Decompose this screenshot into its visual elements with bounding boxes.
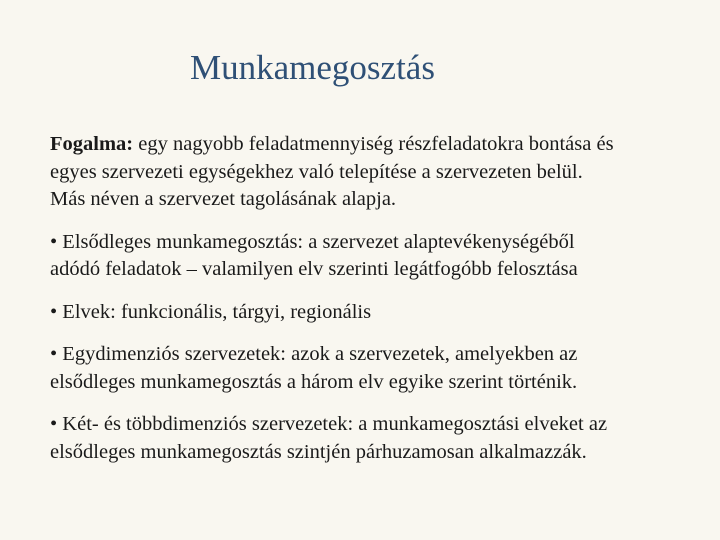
spacer <box>50 214 718 229</box>
spacer <box>50 284 718 299</box>
definition-line-1 <box>50 131 718 159</box>
definition-text-1: egy nagyobb feladatmennyiség részfeladatokra bontása és <box>133 133 614 155</box>
bullet-line: • Elsődleges munkamegosztás: a szervezet alaptevékenységéből <box>50 230 575 253</box>
bullet-primary-division <box>50 229 718 284</box>
definition-line-3: Más néven a szervezet tagolásának alapja. <box>50 188 397 210</box>
slide-title: Munkamegosztás <box>190 48 435 87</box>
bullet-line: • Elvek: funkcionális, tárgyi, regionális <box>50 300 372 323</box>
definition-paragraph <box>50 131 718 214</box>
slide-body <box>50 131 718 466</box>
definition-line-2: egyes szervezeti egységekhez való telepítése a szervezeten belül. <box>50 160 583 183</box>
spacer <box>50 326 718 341</box>
bullet-line: elsődleges munkamegosztás a három elv egyike szerint történik. <box>50 370 578 393</box>
bullet-one-dimensional <box>50 341 718 396</box>
bullet-principles <box>50 299 718 327</box>
spacer <box>50 396 718 411</box>
definition-label: Fogalma: <box>50 133 134 155</box>
bullet-multi-dimensional <box>50 411 718 466</box>
bullet-line: • Két- és többdimenziós szervezetek: a munkamegosztási elveket az <box>50 413 608 435</box>
bullet-line: adódó feladatok – valamilyen elv szerinti legátfogóbb felosztása <box>50 258 578 280</box>
bullet-line: • Egydimenziós szervezetek: azok a szervezetek, amelyekben az <box>50 343 578 365</box>
bullet-line: elsődleges munkamegosztás szintjén párhuzamosan alkalmazzák. <box>50 440 587 463</box>
